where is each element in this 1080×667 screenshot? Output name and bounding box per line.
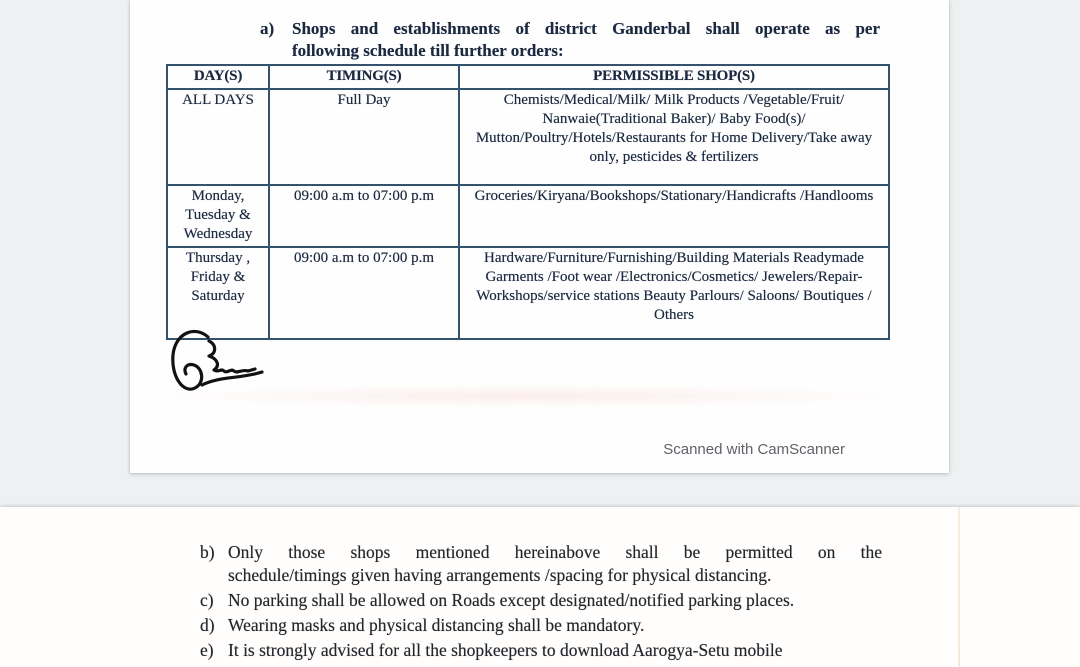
column-header-days: DAY(S) bbox=[167, 65, 269, 89]
column-header-timings: TIMING(S) bbox=[269, 65, 459, 89]
scanned-page-2 bbox=[0, 507, 1080, 667]
clause-a-marker: a) bbox=[260, 19, 275, 38]
clause-a-line2: following schedule till further orders: bbox=[292, 41, 564, 60]
clause-e-marker: e) bbox=[200, 640, 214, 660]
cell-timing: 09:00 a.m to 07:00 p.m bbox=[269, 185, 459, 247]
column-header-shops: PERMISSIBLE SHOP(S) bbox=[459, 65, 889, 89]
clause-c-text: No parking shall be allowed on Roads except designated/notified parking places. bbox=[228, 590, 795, 610]
clause-a-line1: Shops and establishments of district Ganderbal shall operate as per bbox=[292, 19, 880, 38]
paper-crease-line bbox=[958, 507, 960, 667]
cell-timing: 09:00 a.m to 07:00 p.m bbox=[269, 247, 459, 339]
table-row bbox=[167, 247, 889, 339]
order-clause-b bbox=[200, 541, 882, 587]
order-clause-e bbox=[200, 639, 882, 662]
clause-b-marker: b) bbox=[200, 542, 215, 562]
clause-d-marker: d) bbox=[200, 615, 215, 635]
order-clause-d bbox=[200, 614, 882, 637]
table-row bbox=[167, 185, 889, 247]
order-clauses-list bbox=[200, 541, 882, 664]
shop-schedule-table bbox=[166, 64, 890, 340]
cell-shops: Groceries/Kiryana/Bookshops/Stationary/Handicrafts /Handlooms bbox=[459, 185, 889, 247]
table-header-row bbox=[167, 65, 889, 89]
clause-e-text: It is strongly advised for all the shopkeepers to download Aarogya-Setu mobile bbox=[228, 640, 783, 660]
clause-b-line1: Only those shops mentioned hereinabove shall be permitted on the bbox=[228, 542, 882, 562]
cell-days: Monday, Tuesday & Wednesday bbox=[167, 185, 269, 247]
clause-c-marker: c) bbox=[200, 590, 214, 610]
order-clause-c bbox=[200, 589, 882, 612]
cell-shops: Hardware/Furniture/Furnishing/Building Materials Readymade Garments /Foot wear /Electronics/Cosmetics/ Jewelers/Repair-Workshops/service stations Beauty Parlours/ Saloons/ Boutiques / Others bbox=[459, 247, 889, 339]
order-clause-a bbox=[260, 18, 880, 62]
scanned-page-1 bbox=[130, 0, 949, 473]
camscanner-watermark: Scanned with CamScanner bbox=[663, 441, 845, 458]
clause-b-line2: schedule/timings given having arrangements /spacing for physical distancing. bbox=[228, 565, 772, 585]
clause-d-text: Wearing masks and physical distancing shall be mandatory. bbox=[228, 615, 645, 635]
cell-shops: Chemists/Medical/Milk/ Milk Products /Vegetable/Fruit/ Nanwaie(Traditional Baker)/ Baby Food(s)/ Mutton/Poultry/Hotels/Restaurants for Home Delivery/Take away only, pesticides & fertilizers bbox=[459, 89, 889, 185]
cell-days: Thursday , Friday & Saturday bbox=[167, 247, 269, 339]
cell-days: ALL DAYS bbox=[167, 89, 269, 185]
table-row bbox=[167, 89, 889, 185]
signature-scribble bbox=[162, 328, 287, 398]
cell-timing: Full Day bbox=[269, 89, 459, 185]
